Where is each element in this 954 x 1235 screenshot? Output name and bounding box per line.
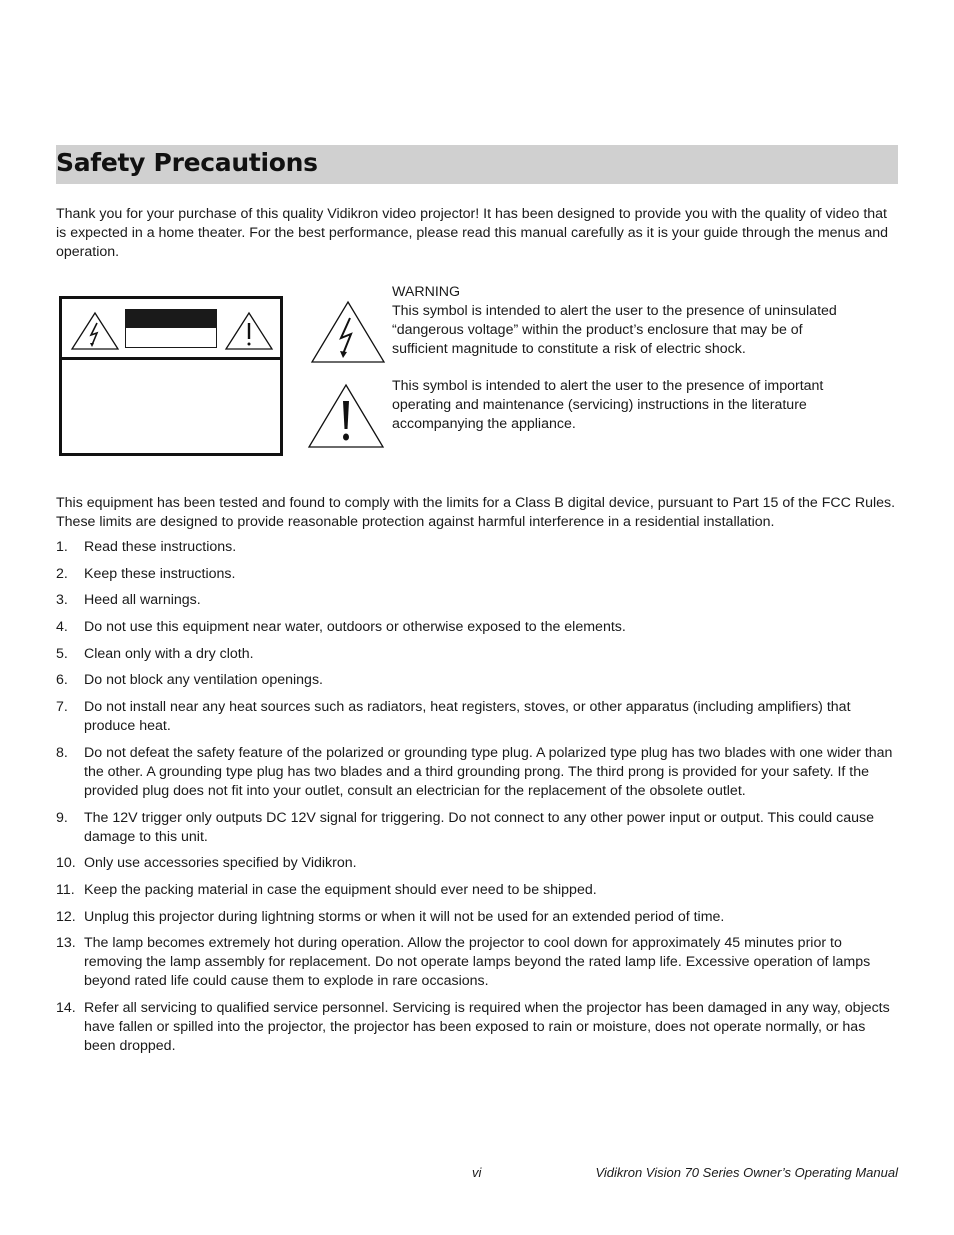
fcc-paragraph: This equipment has been tested and found to comply with the limits for a Class B digital device, pursuant to Part 15 of the FCC Rules. These limits are designed to provide reasonable protection against harmful interference in a residential installation. [56,495,896,530]
exclamation-warning-icon [224,311,274,351]
page-number: vi [472,1165,482,1180]
exclamation-warning-icon [307,383,385,449]
list-item: 2. Keep these instructions. [56,565,236,582]
caution-label-light-bar [125,327,217,348]
shock-warning-text: This symbol is intended to alert the user to the presence of uninsulated “dangerous voltage” within the product’s enclosure that may be of sufficient magnitude to constitute a risk of electric shock. [392,303,837,357]
list-item: 3. Heed all warnings. [56,592,201,609]
caution-label-box [59,296,283,456]
caution-label-dark-bar [125,309,217,327]
list-item: 6. Do not block any ventilation openings. [56,672,323,689]
list-item: 10. Only use accessories specified by Vidikron. [56,855,357,872]
warning-heading: WARNING [392,284,461,300]
list-item: 7. Do not install near any heat sources such as radiators, heat registers, stoves, or other apparatus (including amplifiers) that produce heat. [56,699,851,735]
lightning-warning-icon [70,311,120,351]
list-item: 11. Keep the packing material in case the equipment should ever need to be shipped. [56,881,597,898]
page-title: Safety Precautions [56,148,318,177]
list-item: 1. Read these instructions. [56,539,237,555]
list-item: 8. Do not defeat the safety feature of the polarized or grounding type plug. A polarized type plug has two blades with one wider than the other. A grounding type plug has two blades and a third grounding prong. The third prong is provided for your safety. If the provided plug does not fit into your outlet, consult an electrician for the replacement of the obsolete outlet. [56,744,893,799]
list-item: 5. Clean only with a dry cloth. [56,645,254,662]
list-item: 12. Unplug this projector during lightning storms or when it will not be used for an extended period of time. [56,908,725,925]
manual-title: Vidikron Vision 70 Series Owner’s Operating Manual [595,1165,898,1180]
list-item: 9. The 12V trigger only outputs DC 12V signal for triggering. Do not connect to any other power input or output. This could cause damage to this unit. [56,809,874,845]
list-item: 4. Do not use this equipment near water, outdoors or otherwise exposed to the elements. [56,619,626,636]
attention-warning-text: This symbol is intended to alert the user to the presence of important operating and maintenance (servicing) instructions in the literature accompanying the appliance. [392,378,824,432]
caution-label-header [62,299,280,360]
title-band [56,145,898,184]
lightning-warning-icon [310,300,386,364]
list-item: 14. Refer all servicing to qualified service personnel. Servicing is required when the projector has been damaged in any way, objects have fallen or spilled into the projector, the projector has been exposed to rain or moisture, does not operate normally, or has been dropped. [56,999,890,1054]
intro-paragraph: Thank you for your purchase of this quality Vidikron video projector! It has been designed to provide you with the quality of video that is expected in a home theater. For the best performance, please read this manual carefully as it is your guide through the menus and operation. [56,206,889,260]
list-item: 13. The lamp becomes extremely hot during operation. Allow the projector to cool down for approximately 45 minutes prior to removing the lamp assembly for replacement. Do not operate lamps beyond the rated lamp life. Excessive operation of lamps beyond rated life could cause them to explode in rare occasions. [56,935,871,990]
instruction-list [56,538,898,1064]
